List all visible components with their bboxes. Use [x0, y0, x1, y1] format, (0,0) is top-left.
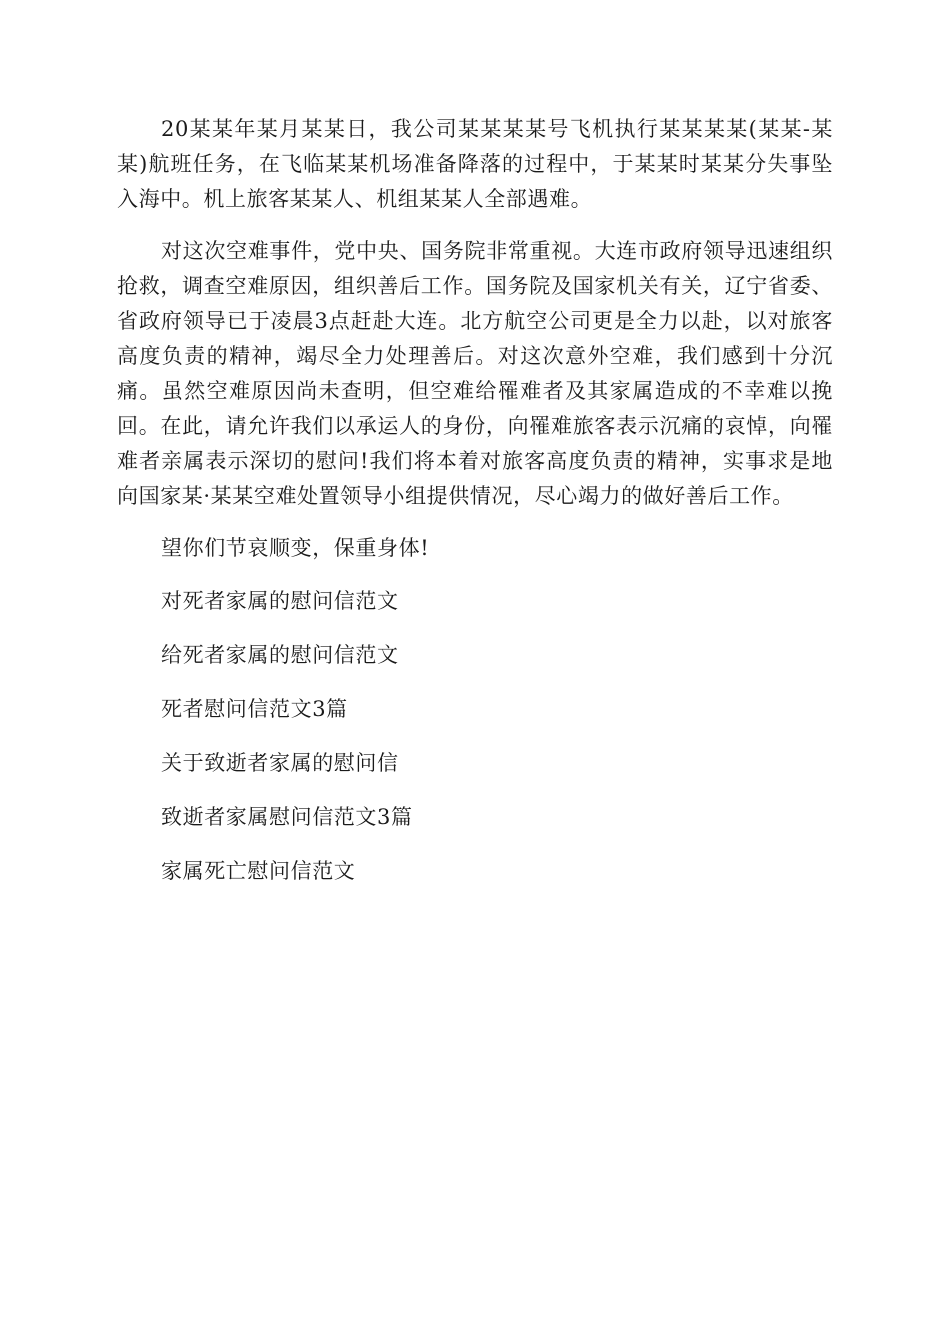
related-title: 对死者家属的慰问信范文: [161, 589, 399, 613]
related-title: 致逝者家属慰问信范文3篇: [161, 805, 413, 829]
paragraph-response: 对这次空难事件，党中央、国务院非常重视。大连市政府领导迅速组织抢救，调查空难原因，组织善后工作。国务院及国家机关有关，辽宁省委、省政府领导已于凌晨3点赶赴大连。北方航空公司更是全力以赴，以对旅客高度负责的精神，竭尽全力处理善后。对这次意外空难，我们感到十分沉痛。虽然空难原因尚未查明，但空难给罹难者及其家属造成的不幸难以挽回。在此，请允许我们以承运人的身份，向罹难旅客表示沉痛的哀悼，向罹难者亲属表示深切的慰问!我们将本着对旅客高度负责的精神，实事求是地向国家某·某某空难处置领导小组提供情况，尽心竭力的做好善后工作。: [117, 239, 833, 508]
related-title: 关于致逝者家属的慰问信: [161, 751, 399, 775]
paragraph-incident: 20某某年某月某某日，我公司某某某某号飞机执行某某某某(某某-某某)航班任务，在飞临某某机场准备降落的过程中，于某某时某某分失事坠入海中。机上旅客某某人、机组某某人全部遇难。: [117, 117, 833, 211]
related-title: 给死者家属的慰问信范文: [161, 643, 399, 667]
related-title: 死者慰问信范文3篇: [161, 697, 348, 721]
related-titles-list: [117, 583, 833, 889]
document-body: [117, 112, 833, 907]
paragraph-condolence: 望你们节哀顺变，保重身体!: [161, 536, 430, 560]
related-title: 家属死亡慰问信范文: [161, 859, 356, 883]
